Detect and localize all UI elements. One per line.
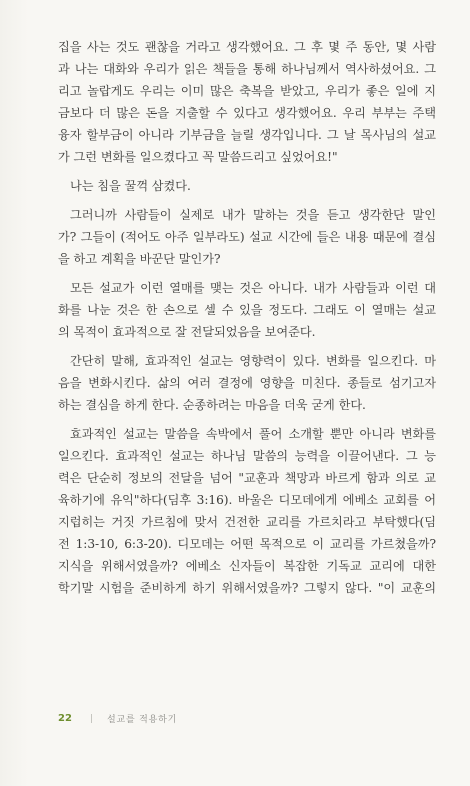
body-text xyxy=(58,36,436,599)
text-line: 일으킨다. 효과적인 설교는 하나님 말씀의 능력을 이끌어낸다. 그 능 xyxy=(58,449,436,463)
section-title: 설교를 적용하기 xyxy=(106,715,178,725)
page-number: 22 xyxy=(58,713,72,724)
text-line: 력은 단순히 정보의 전달을 넘어 "교훈과 책망과 바르게 함과 의로 교 xyxy=(58,471,436,485)
page-footer xyxy=(58,712,177,725)
text-line: 모든 설교가 이런 열매를 맺는 것은 아니다. 내가 사람들과 이런 대 xyxy=(70,281,436,295)
text-line: 리고 놀랍게도 우리는 이미 많은 축복을 받았고, 우리가 좋은 일에 지 xyxy=(58,84,436,98)
text-line: 가 그런 변화를 일으켰다고 꼭 말씀드리고 싶었어요!" xyxy=(58,150,338,164)
text-line: 지럽히는 거짓 가르침에 맞서 건전한 교리를 가르치라고 부탁했다(딤 xyxy=(58,515,436,529)
text-line: 그러니까 사람들이 실제로 내가 말하는 것을 듣고 생각한단 말인 xyxy=(70,208,436,222)
text-line: 의 목적이 효과적으로 잘 전달되었음을 보여준다. xyxy=(58,325,316,339)
footer-separator: | xyxy=(89,713,93,724)
text-line: 음을 변화시킨다. 삶의 여러 결정에 영향을 미친다. 종들로 섬기고자 xyxy=(58,376,436,390)
text-line: 육하기에 유익"하다(딤후 3:16). 바울은 디모데에게 에베소 교회를 어 xyxy=(58,493,436,507)
text-line: 하는 결심을 하게 한다. 순종하려는 마음을 더욱 굳게 한다. xyxy=(58,398,366,412)
text-line: 과 나는 대화와 우리가 읽은 책들을 통해 하나님께서 역사하셨어요. 그 xyxy=(58,62,436,76)
text-line: 지식을 위해서였을까? 에베소 신자들이 복잡한 기독교 교리에 대한 xyxy=(58,559,436,573)
text-line: 전 1:3-10, 6:3-20). 디모데는 어떤 목적으로 이 교리를 가르쳤을까? xyxy=(58,537,436,551)
text-line: 나는 침을 꿀꺽 삼켰다. xyxy=(70,179,191,193)
text-line: 간단히 말해, 효과적인 설교는 영향력이 있다. 변화를 일으킨다. 마 xyxy=(70,354,436,368)
text-line: 집을 사는 것도 괜찮을 거라고 생각했어요. 그 후 몇 주 동안, 몇 사람 xyxy=(58,40,436,54)
text-line: 효과적인 설교는 말씀을 속박에서 풀어 소개할 뿐만 아니라 변화를 xyxy=(70,427,436,441)
text-line: 금보다 더 많은 돈을 지출할 수 있다고 생각했어요. 우리 부부는 주택 xyxy=(58,106,436,120)
text-line: 을 하고 계획을 바꾼단 말인가? xyxy=(58,252,221,266)
text-line: 가? 그들이 (적어도 아주 일부라도) 설교 시간에 들은 내용 때문에 결심 xyxy=(58,230,436,244)
text-line: 화를 나눈 것은 한 손으로 셀 수 있을 정도다. 그래도 이 열매는 설교 xyxy=(58,303,436,317)
text-line: 융자 할부금이 아니라 기부금을 늘릴 생각입니다. 그 날 목사님의 설교 xyxy=(58,128,436,142)
text-line: 학기말 시험을 준비하게 하기 위해서였을까? 그렇지 않다. "이 교훈의 xyxy=(58,581,436,595)
